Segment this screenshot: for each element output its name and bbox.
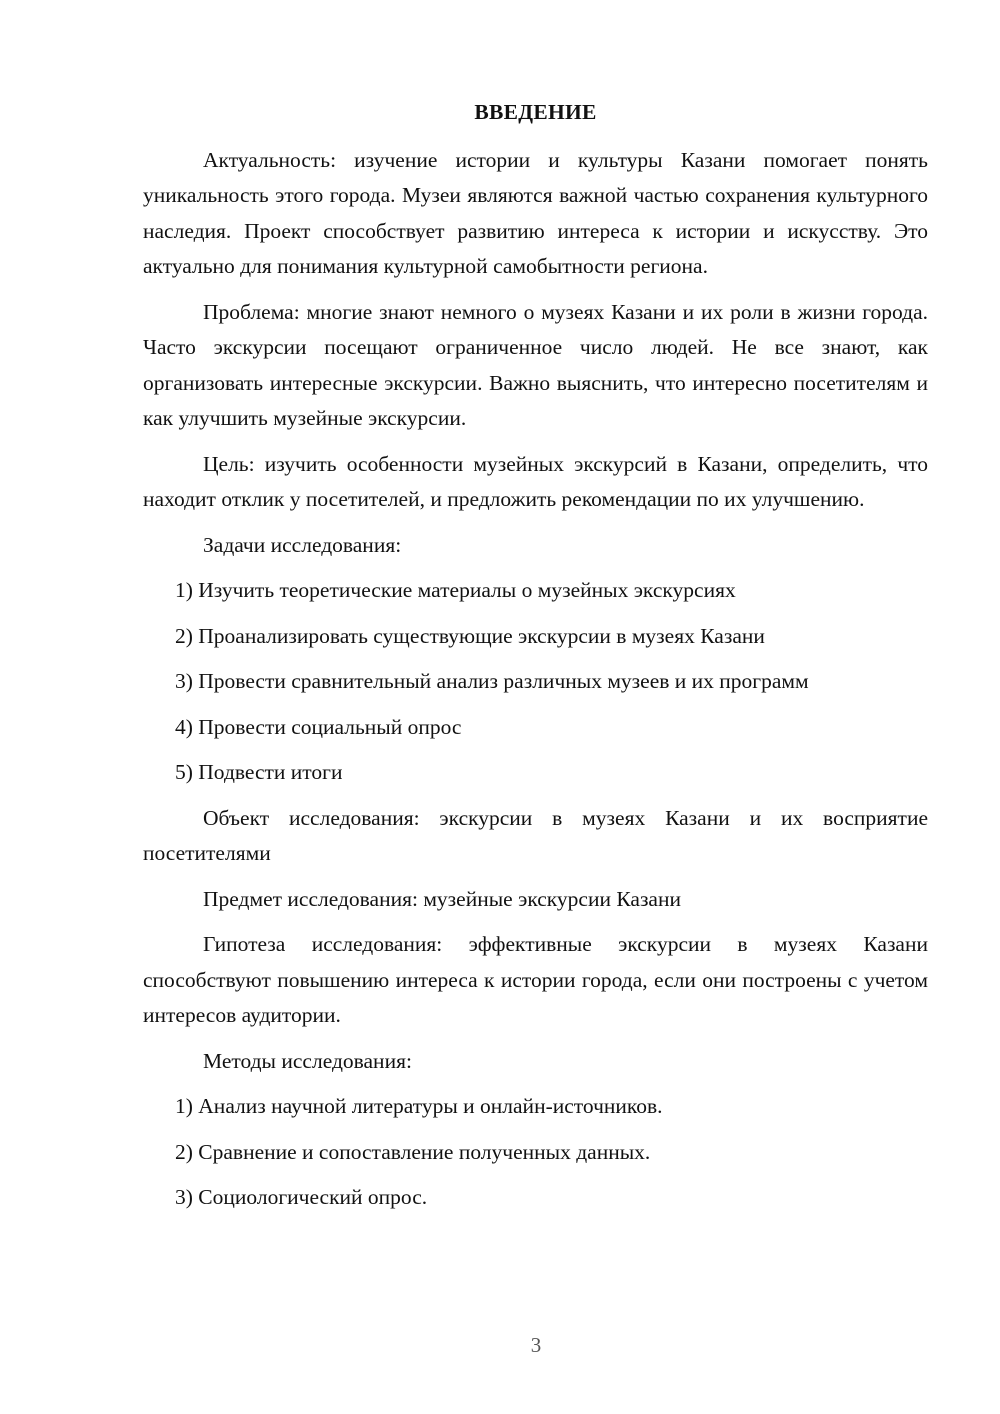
- list-item: 1) Изучить теоретические материалы о музейных экскурсиях: [175, 578, 736, 602]
- document-body: [143, 95, 928, 1226]
- problem-paragraph: Проблема: многие знают немного о музеях Казани и их роли в жизни города. Часто экскурсии посещают ограниченное число людей. Не все знают, как организовать интересные экскурсии. Важно выяснить, что интересно посетителям и как улучшить музейные экскурсии.: [143, 299, 928, 430]
- list-item: 2) Сравнение и сопоставление полученных данных.: [175, 1139, 651, 1164]
- subject-paragraph: Предмет исследования: музейные экскурсии Казани: [203, 886, 681, 911]
- relevance-paragraph: Актуальность: изучение истории и культуры Казани помогает понять уникальность этого города. Музеи являются важной частью сохранения культурного наследия. Проект способствует развитию интереса к истории и искусству. Это актуально для понимания культурной самобытности региона.: [143, 147, 928, 278]
- list-item: 5) Подвести итоги: [175, 760, 343, 784]
- hypothesis-paragraph: Гипотеза исследования: эффективные экскурсии в музеях Казани способствуют повышению интереса к истории города, если они построены с учетом интересов аудитории.: [143, 932, 928, 1027]
- list-item: 1) Анализ научной литературы и онлайн-источников.: [175, 1094, 663, 1118]
- page-number: 3: [530, 1333, 542, 1357]
- goal-paragraph: Цель: изучить особенности музейных экскурсий в Казани, определить, что находит отклик у посетителей, и предложить рекомендации по их улучшению.: [143, 451, 928, 511]
- list-item: 2) Проанализировать существующие экскурсии в музеях Казани: [175, 623, 765, 648]
- section-heading: ВВЕДЕНИЕ: [474, 100, 597, 124]
- list-item: 3) Провести сравнительный анализ различных музеев и их программ: [175, 669, 809, 693]
- tasks-label: Задачи исследования:: [203, 532, 402, 557]
- methods-list: [143, 1089, 928, 1216]
- tasks-list: [143, 573, 928, 791]
- list-item: 3) Социологический опрос.: [175, 1185, 428, 1209]
- methods-label: Методы исследования:: [203, 1048, 412, 1073]
- object-paragraph: Объект исследования: экскурсии в музеях Казани и их восприятие посетителями: [143, 805, 928, 865]
- list-item: 4) Провести социальный опрос: [175, 714, 462, 739]
